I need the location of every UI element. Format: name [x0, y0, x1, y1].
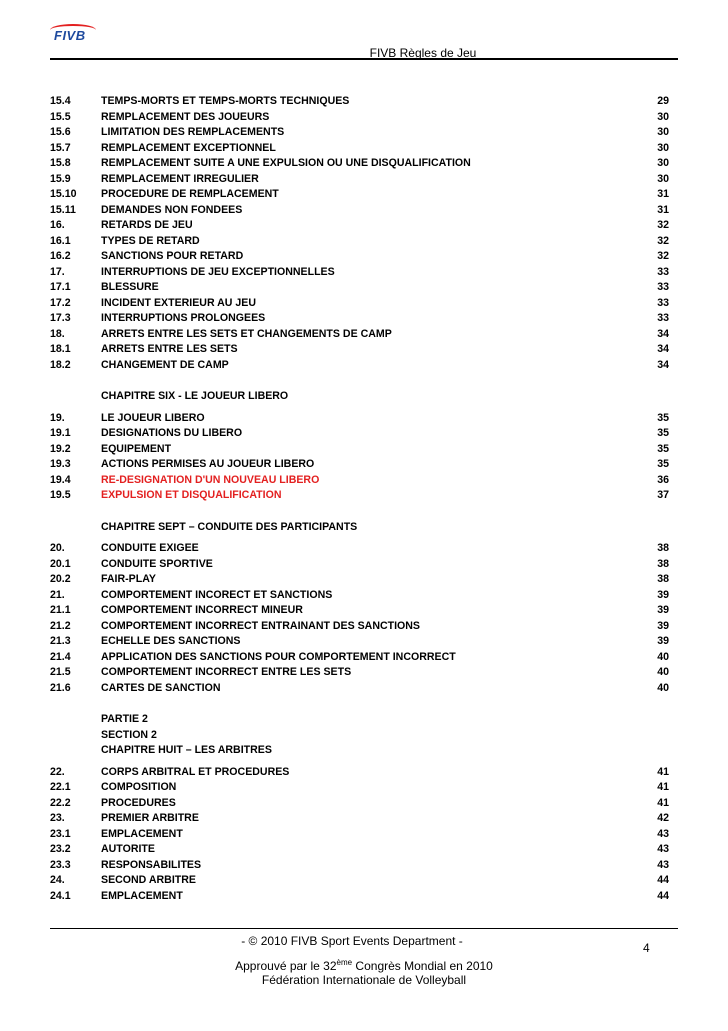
toc-section-number: 15.6 — [50, 126, 71, 138]
toc-section-title: RETARDS DE JEU — [101, 219, 193, 231]
footer-approved-prefix: Approuvé par le 32 — [235, 959, 337, 973]
toc-row[interactable] — [50, 110, 669, 126]
table-of-contents — [50, 94, 669, 904]
toc-section-title: REMPLACEMENT DES JOUEURS — [101, 110, 270, 123]
section-gap — [50, 504, 669, 520]
toc-section-number: 20.2 — [50, 573, 71, 585]
header-divider — [50, 58, 678, 60]
toc-section-number: 23. — [50, 812, 65, 824]
toc-section-title: CONDUITE EXIGEE — [101, 542, 199, 554]
toc-section-title: EMPLACEMENT — [101, 827, 183, 840]
toc-row[interactable] — [50, 411, 669, 427]
toc-page-number: 31 — [657, 203, 669, 216]
toc-section-title: SANCTIONS POUR RETARD — [101, 250, 244, 262]
toc-section-title: APPLICATION DES SANCTIONS POUR COMPORTEMENT INCORRECT — [101, 650, 456, 663]
toc-page-number: 41 — [657, 781, 669, 793]
toc-section-number: 15.5 — [50, 110, 71, 123]
toc-section-number: 17.1 — [50, 281, 71, 293]
toc-section-number: 16. — [50, 219, 65, 231]
toc-row[interactable] — [50, 265, 669, 281]
toc-section-number: 23.3 — [50, 858, 71, 871]
toc-page-number: 34 — [657, 327, 669, 340]
toc-section-title: COMPORTEMENT INCORECT ET SANCTIONS — [101, 588, 333, 601]
toc-page-number: 44 — [657, 889, 669, 902]
toc-row[interactable] — [50, 234, 669, 250]
toc-row[interactable] — [50, 426, 669, 442]
toc-row[interactable] — [50, 780, 669, 796]
toc-section-title: TEMPS-MORTS ET TEMPS-MORTS TECHNIQUES — [101, 95, 350, 107]
toc-section-number: 24. — [50, 874, 65, 886]
toc-row[interactable] — [50, 187, 669, 203]
toc-section-number: 19.2 — [50, 442, 71, 455]
toc-section-title: REMPLACEMENT EXCEPTIONNEL — [101, 141, 276, 154]
toc-section-number: 19.5 — [50, 489, 71, 501]
toc-chapter-heading — [50, 712, 669, 728]
toc-section-title: INTERRUPTIONS DE JEU EXCEPTIONNELLES — [101, 265, 335, 278]
toc-page-number: 33 — [657, 281, 669, 293]
toc-section-title: PREMIER ARBITRE — [101, 812, 199, 824]
toc-section-title: LE JOUEUR LIBERO — [101, 411, 205, 424]
toc-row[interactable] — [50, 172, 669, 188]
toc-section-number: 15.10 — [50, 188, 77, 200]
toc-section-title: ECHELLE DES SANCTIONS — [101, 635, 241, 647]
toc-section-number: 22.2 — [50, 796, 71, 809]
toc-section-number: 21.5 — [50, 666, 71, 678]
toc-chapter-title: SECTION 2 — [101, 728, 157, 741]
toc-chapter-heading — [50, 520, 669, 536]
toc-page-number: 35 — [657, 442, 669, 455]
toc-page-number: 35 — [657, 427, 669, 439]
toc-section-title: CONDUITE SPORTIVE — [101, 557, 213, 570]
footer-approved-superscript: ème — [336, 958, 353, 967]
toc-page-number: 39 — [657, 588, 669, 601]
toc-section-title: REMPLACEMENT IRREGULIER — [101, 172, 259, 185]
toc-section-number: 17.2 — [50, 296, 71, 309]
toc-section-number: 17. — [50, 265, 65, 278]
toc-row[interactable] — [50, 572, 669, 588]
toc-row[interactable] — [50, 218, 669, 234]
toc-section-title: CARTES DE SANCTION — [101, 681, 221, 694]
toc-page-number: 40 — [657, 666, 669, 678]
toc-page-number: 43 — [657, 827, 669, 840]
toc-section-title: BLESSURE — [101, 281, 159, 293]
toc-section-title: COMPORTEMENT INCORRECT ENTRE LES SETS — [101, 666, 352, 678]
toc-row[interactable] — [50, 141, 669, 157]
toc-section-title: LIMITATION DES REMPLACEMENTS — [101, 126, 285, 138]
toc-section-title: COMPOSITION — [101, 781, 177, 793]
toc-row[interactable] — [50, 457, 669, 473]
toc-page-number: 43 — [657, 858, 669, 871]
toc-section-number: 16.2 — [50, 250, 71, 262]
toc-page-number: 42 — [657, 812, 669, 824]
toc-page-number: 40 — [657, 650, 669, 663]
toc-row[interactable] — [50, 796, 669, 812]
toc-section-title: EMPLACEMENT — [101, 889, 183, 902]
toc-section-title: EXPULSION ET DISQUALIFICATION — [101, 489, 282, 501]
toc-page-number: 33 — [657, 296, 669, 309]
toc-page-number: 40 — [657, 681, 669, 694]
page-header — [50, 22, 678, 60]
toc-section-title: DESIGNATIONS DU LIBERO — [101, 427, 243, 439]
toc-page-number: 38 — [657, 557, 669, 570]
toc-section-title: ACTIONS PERMISES AU JOUEUR LIBERO — [101, 458, 315, 470]
toc-row[interactable] — [50, 358, 669, 374]
toc-section-number: 15.9 — [50, 172, 71, 185]
toc-section-number: 20.1 — [50, 557, 71, 570]
toc-section-number: 15.4 — [50, 95, 71, 107]
toc-section-title: CORPS ARBITRAL ET PROCEDURES — [101, 765, 290, 778]
toc-section-title: RE-DESIGNATION D'UN NOUVEAU LIBERO — [101, 473, 320, 486]
toc-row[interactable] — [50, 473, 669, 489]
toc-section-number: 19.4 — [50, 473, 71, 486]
toc-row[interactable] — [50, 156, 669, 172]
toc-page-number: 32 — [657, 234, 669, 247]
toc-section-title: ARRETS ENTRE LES SETS — [101, 343, 238, 355]
toc-section-title: AUTORITE — [101, 843, 155, 855]
toc-section-title: TYPES DE RETARD — [101, 234, 200, 247]
toc-row[interactable] — [50, 634, 669, 650]
toc-row[interactable] — [50, 811, 669, 827]
toc-section-number: 21. — [50, 588, 65, 601]
toc-section-title: RESPONSABILITES — [101, 858, 202, 871]
toc-row[interactable] — [50, 842, 669, 858]
toc-page-number: 33 — [657, 265, 669, 278]
toc-section-title: REMPLACEMENT SUITE A UNE EXPULSION OU UNE DISQUALIFICATION — [101, 157, 471, 169]
toc-section-number: 21.2 — [50, 619, 71, 632]
toc-row[interactable] — [50, 541, 669, 557]
toc-section-number: 21.3 — [50, 635, 71, 647]
toc-page-number: 32 — [657, 219, 669, 231]
toc-row[interactable] — [50, 619, 669, 635]
footer-federation: Fédération Internationale de Volleyball — [261, 973, 467, 987]
footer-department — [0, 934, 728, 948]
toc-section-title: EQUIPEMENT — [101, 442, 172, 455]
toc-page-number: 38 — [657, 573, 669, 585]
toc-section-number: 18.1 — [50, 343, 71, 355]
toc-row[interactable] — [50, 889, 669, 905]
toc-row[interactable] — [50, 488, 669, 504]
toc-row[interactable] — [50, 603, 669, 619]
toc-chapter-title: CHAPITRE SEPT – CONDUITE DES PARTICIPANTS — [101, 520, 358, 533]
page-number: 4 — [643, 941, 650, 955]
toc-chapter-title: PARTIE 2 — [101, 713, 148, 725]
toc-row[interactable] — [50, 858, 669, 874]
toc-section-title: INCIDENT EXTERIEUR AU JEU — [101, 296, 257, 309]
toc-page-number: 32 — [657, 250, 669, 262]
footer-approved — [0, 958, 728, 973]
toc-row[interactable] — [50, 442, 669, 458]
toc-section-number: 21.6 — [50, 681, 71, 694]
toc-page-number: 33 — [657, 312, 669, 324]
toc-row[interactable] — [50, 94, 669, 110]
toc-row[interactable] — [50, 280, 669, 296]
toc-section-number: 19. — [50, 411, 65, 424]
toc-section-title: CHANGEMENT DE CAMP — [101, 358, 229, 371]
toc-row[interactable] — [50, 125, 669, 141]
toc-page-number: 44 — [657, 874, 669, 886]
toc-row[interactable] — [50, 650, 669, 666]
toc-page-number: 34 — [657, 343, 669, 355]
toc-section-number: 15.11 — [50, 203, 76, 216]
toc-section-title: COMPORTEMENT INCORRECT ENTRAINANT DES SANCTIONS — [101, 619, 420, 632]
toc-row[interactable] — [50, 249, 669, 265]
section-gap — [50, 696, 669, 712]
toc-row[interactable] — [50, 765, 669, 781]
footer-approved-suffix: Congrès Mondial en 2010 — [352, 959, 493, 973]
footer-divider — [50, 928, 678, 929]
toc-section-number: 23.2 — [50, 843, 71, 855]
header-title: FIVB Règles de Jeu — [369, 46, 477, 60]
toc-section-number: 16.1 — [50, 234, 71, 247]
toc-section-number: 15.8 — [50, 157, 71, 169]
toc-page-number: 30 — [657, 126, 669, 138]
toc-page-number: 30 — [657, 141, 669, 154]
toc-section-title: PROCEDURE DE REMPLACEMENT — [101, 188, 279, 200]
toc-page-number: 38 — [657, 542, 669, 554]
toc-page-number: 37 — [657, 489, 669, 501]
toc-section-number: 19.3 — [50, 458, 71, 470]
toc-page-number: 36 — [657, 473, 669, 486]
toc-row[interactable] — [50, 827, 669, 843]
toc-row[interactable] — [50, 681, 669, 697]
toc-page-number: 34 — [657, 358, 669, 371]
toc-chapter-title: CHAPITRE SIX - LE JOUEUR LIBERO — [101, 390, 289, 402]
section-gap — [50, 373, 669, 389]
toc-page-number: 41 — [657, 796, 669, 809]
toc-section-number: 15.7 — [50, 141, 71, 154]
toc-page-number: 39 — [657, 604, 669, 616]
toc-page-number: 41 — [657, 765, 669, 778]
toc-row[interactable] — [50, 327, 669, 343]
toc-page-number: 30 — [657, 172, 669, 185]
toc-row[interactable] — [50, 342, 669, 358]
toc-section-number: 18. — [50, 327, 65, 340]
toc-page-number: 39 — [657, 619, 669, 632]
toc-section-number: 24.1 — [50, 889, 71, 902]
toc-page-number: 29 — [657, 95, 669, 107]
toc-section-number: 23.1 — [50, 827, 71, 840]
toc-section-number: 22. — [50, 765, 65, 778]
toc-chapter-title: CHAPITRE HUIT – LES ARBITRES — [101, 744, 272, 756]
toc-section-number: 21.4 — [50, 650, 71, 663]
toc-row[interactable] — [50, 873, 669, 889]
toc-section-number: 22.1 — [50, 781, 71, 793]
toc-chapter-heading — [50, 389, 669, 405]
toc-row[interactable] — [50, 311, 669, 327]
toc-section-number: 21.1 — [50, 604, 71, 616]
toc-section-title: INTERRUPTIONS PROLONGEES — [101, 312, 266, 324]
toc-section-title: ARRETS ENTRE LES SETS ET CHANGEMENTS DE CAMP — [101, 327, 392, 340]
toc-page-number: 43 — [657, 843, 669, 855]
toc-row[interactable] — [50, 665, 669, 681]
toc-page-number: 30 — [657, 110, 669, 123]
toc-row[interactable] — [50, 203, 669, 219]
toc-chapter-heading — [50, 743, 669, 759]
fivb-logo: FIVB — [54, 28, 86, 43]
toc-page-number: 35 — [657, 458, 669, 470]
toc-row[interactable] — [50, 296, 669, 312]
toc-row[interactable] — [50, 588, 669, 604]
toc-section-title: DEMANDES NON FONDEES — [101, 203, 243, 216]
toc-section-title: PROCEDURES — [101, 796, 176, 809]
toc-section-number: 20. — [50, 542, 65, 554]
toc-page-number: 30 — [657, 157, 669, 169]
toc-section-number: 17.3 — [50, 312, 71, 324]
toc-row[interactable] — [50, 557, 669, 573]
toc-section-title: COMPORTEMENT INCORRECT MINEUR — [101, 604, 303, 616]
toc-section-title: SECOND ARBITRE — [101, 874, 196, 886]
toc-page-number: 39 — [657, 635, 669, 647]
toc-section-number: 19.1 — [50, 427, 71, 439]
toc-chapter-heading — [50, 728, 669, 744]
toc-page-number: 31 — [657, 188, 669, 200]
toc-page-number: 35 — [657, 411, 669, 424]
toc-section-title: FAIR-PLAY — [101, 573, 156, 585]
footer-department-text: - © 2010 FIVB Sport Events Department - — [241, 934, 463, 948]
toc-section-number: 18.2 — [50, 358, 71, 371]
